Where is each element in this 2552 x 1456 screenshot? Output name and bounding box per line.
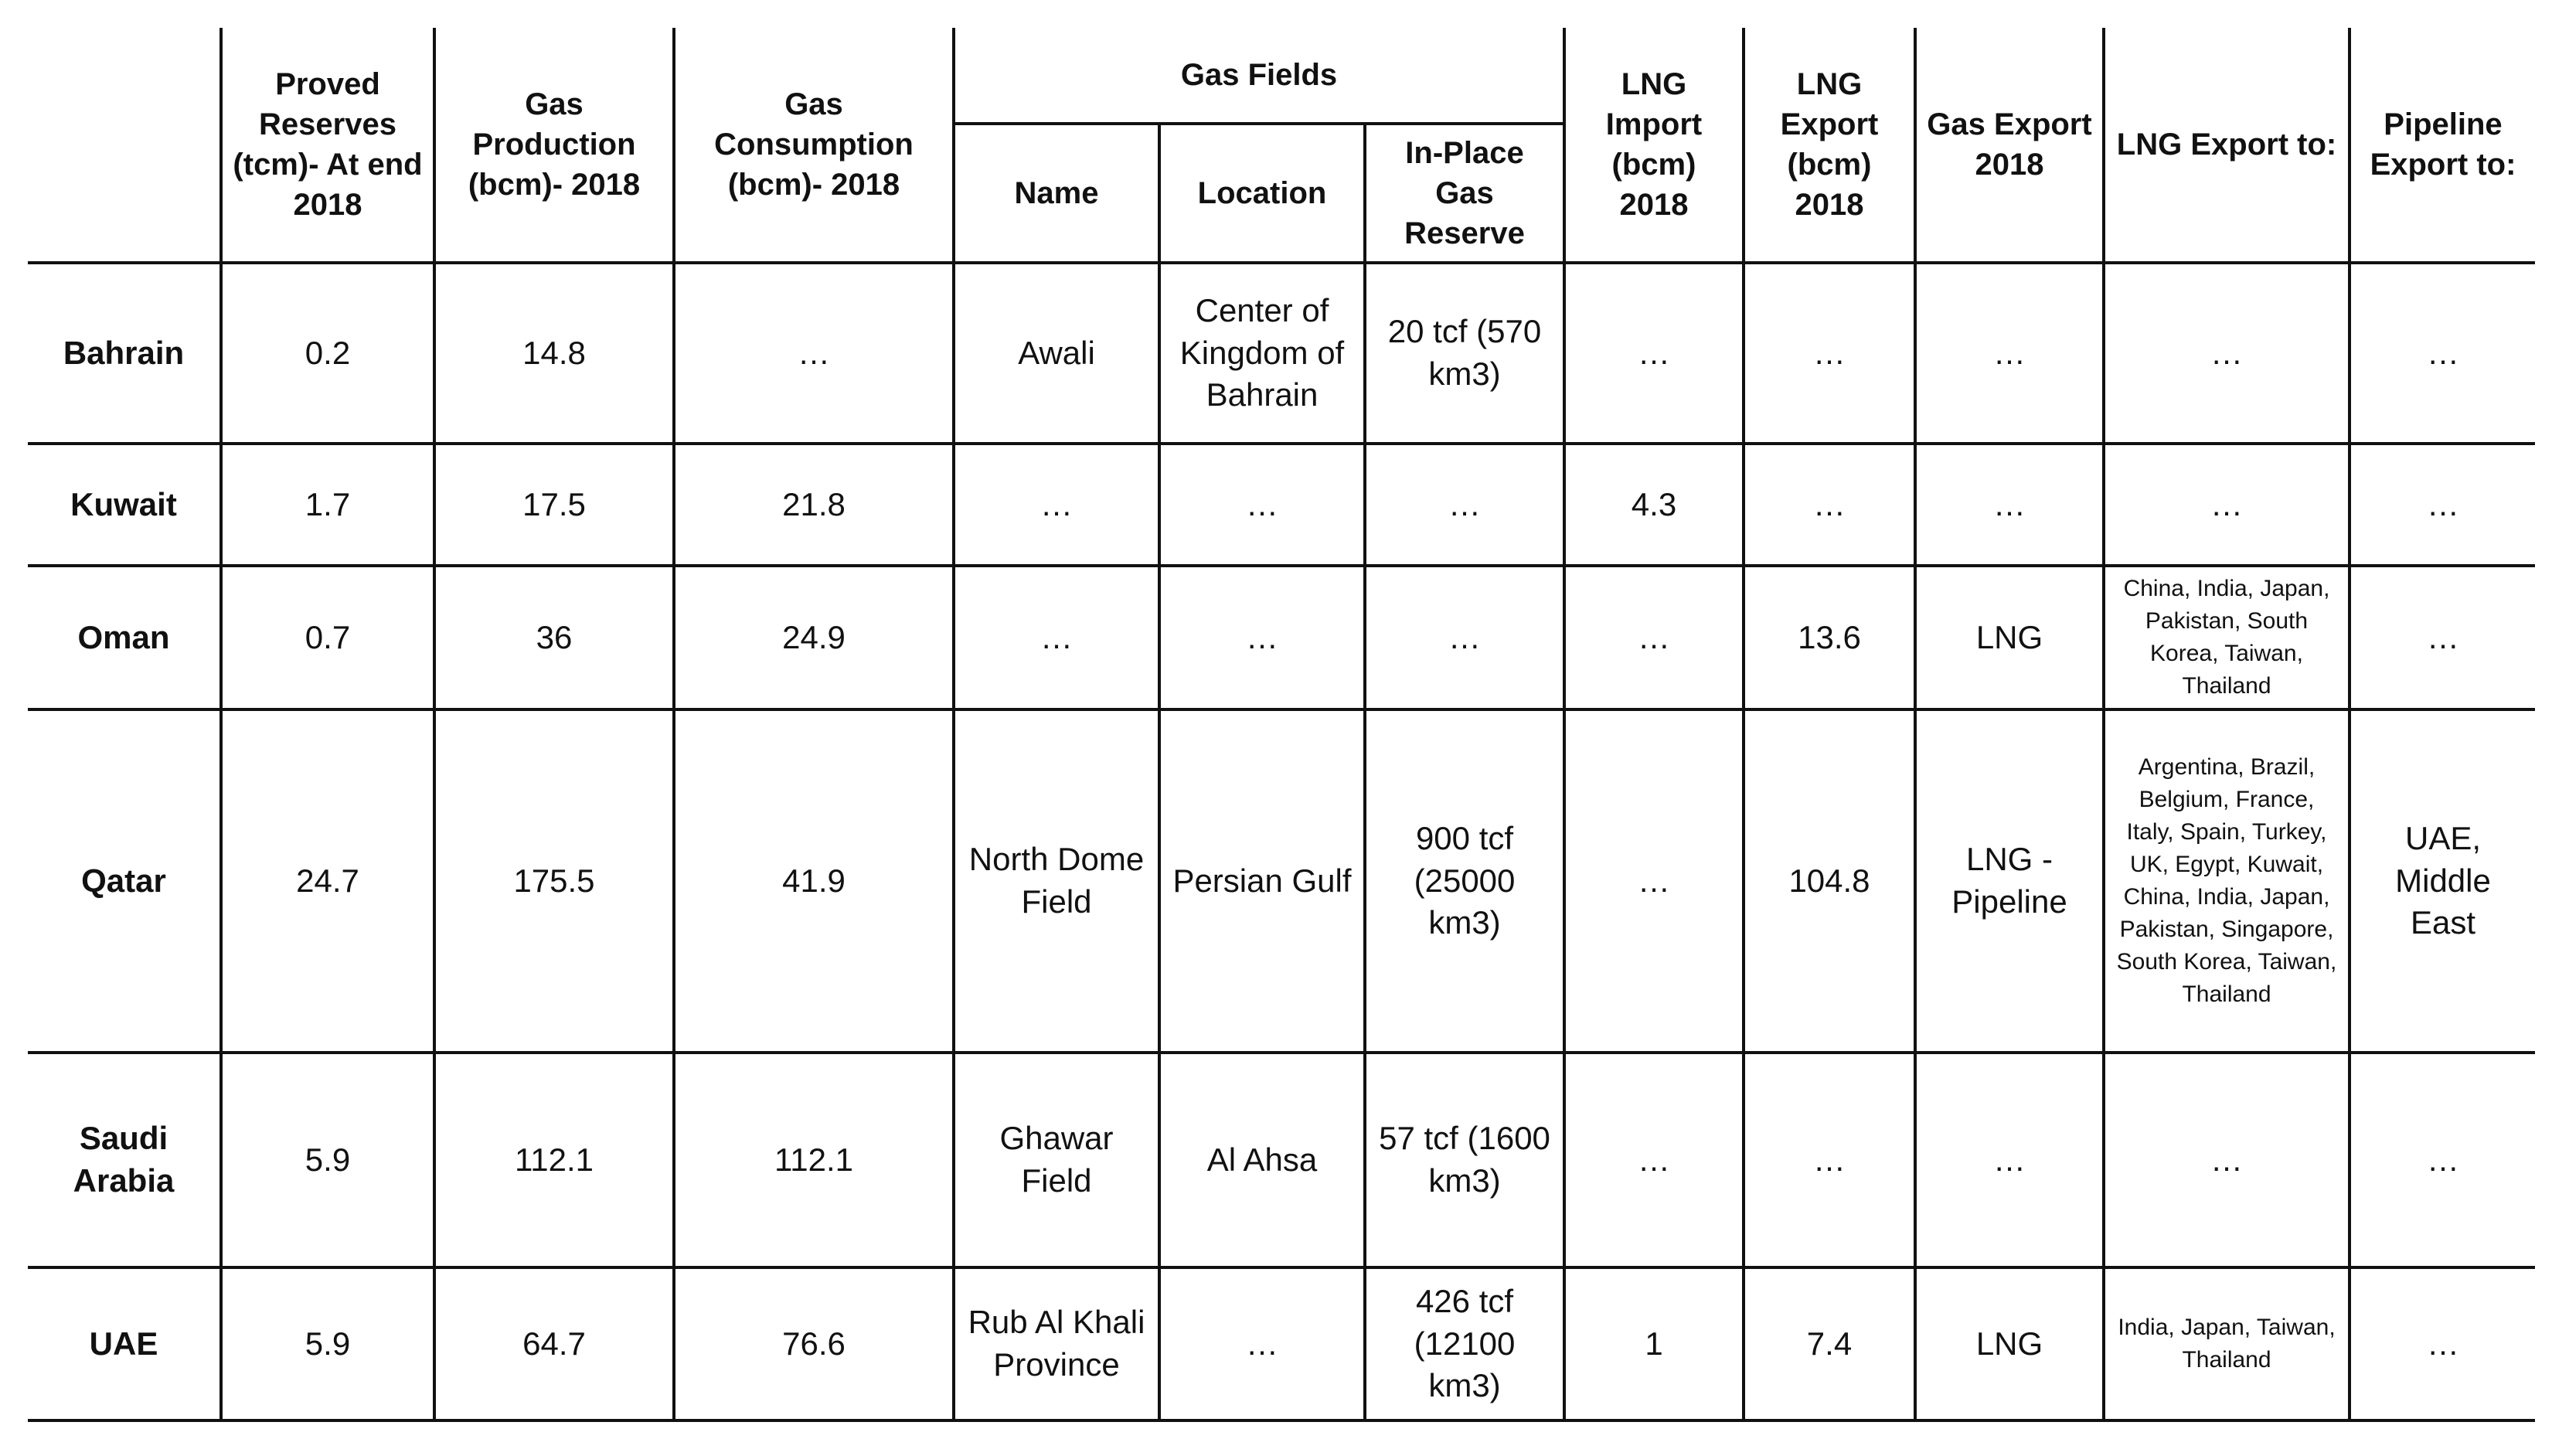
header-field-location: Location — [1159, 124, 1365, 263]
proved-reserves-cell: 0.7 — [221, 566, 434, 709]
field-reserve-cell: 900 tcf (25000 km3) — [1365, 709, 1564, 1053]
field-reserve-cell: … — [1365, 566, 1564, 709]
header-lng-export-to: LNG Export to: — [2104, 28, 2350, 263]
field-reserve-cell: 426 tcf (12100 km3) — [1365, 1267, 1564, 1420]
header-lng-export: LNG Export (bcm) 2018 — [1744, 28, 1915, 263]
lng-export-cell: … — [1744, 1053, 1915, 1267]
header-gas-export: Gas Export 2018 — [1915, 28, 2104, 263]
country-cell: Qatar — [28, 709, 221, 1053]
production-cell: 17.5 — [434, 444, 674, 566]
field-name-cell: Awali — [954, 263, 1159, 444]
table-row — [28, 709, 2535, 1053]
lng-export-to-cell: … — [2104, 444, 2350, 566]
gas-export-cell: LNG - Pipeline — [1915, 709, 2104, 1053]
field-name-cell: Ghawar Field — [954, 1053, 1159, 1267]
proved-reserves-cell: 5.9 — [221, 1267, 434, 1420]
header-pipeline-export-to: Pipeline Export to: — [2350, 28, 2535, 263]
consumption-cell: 76.6 — [674, 1267, 954, 1420]
header-gas-fields: Gas Fields — [954, 28, 1564, 124]
proved-reserves-cell: 24.7 — [221, 709, 434, 1053]
proved-reserves-cell: 1.7 — [221, 444, 434, 566]
consumption-cell: 21.8 — [674, 444, 954, 566]
production-cell: 175.5 — [434, 709, 674, 1053]
pipeline-export-to-cell: … — [2350, 263, 2535, 444]
lng-export-cell: … — [1744, 263, 1915, 444]
field-name-cell: North Dome Field — [954, 709, 1159, 1053]
pipeline-export-to-cell: … — [2350, 566, 2535, 709]
lng-export-to-cell: … — [2104, 1053, 2350, 1267]
field-location-cell: Al Ahsa — [1159, 1053, 1365, 1267]
field-location-cell: Persian Gulf — [1159, 709, 1365, 1053]
header-field-name: Name — [954, 124, 1159, 263]
production-cell: 36 — [434, 566, 674, 709]
consumption-cell: 41.9 — [674, 709, 954, 1053]
lng-import-cell: … — [1564, 1053, 1744, 1267]
lng-export-to-cell: China, India, Japan, Pakistan, South Korea, Taiwan, Thailand — [2104, 566, 2350, 709]
field-reserve-cell: 57 tcf (1600 km3) — [1365, 1053, 1564, 1267]
lng-export-cell: … — [1744, 444, 1915, 566]
lng-export-to-cell: India, Japan, Taiwan, Thailand — [2104, 1267, 2350, 1420]
pipeline-export-to-cell: UAE, Middle East — [2350, 709, 2535, 1053]
gas-export-cell: LNG — [1915, 566, 2104, 709]
field-location-cell: … — [1159, 444, 1365, 566]
header-gas-production: Gas Production (bcm)- 2018 — [434, 28, 674, 263]
production-cell: 14.8 — [434, 263, 674, 444]
gas-export-cell: … — [1915, 1053, 2104, 1267]
table-row — [28, 1267, 2535, 1420]
proved-reserves-cell: 5.9 — [221, 1053, 434, 1267]
table-row — [28, 444, 2535, 566]
production-cell: 64.7 — [434, 1267, 674, 1420]
table-row — [28, 566, 2535, 709]
lng-export-cell: 7.4 — [1744, 1267, 1915, 1420]
pipeline-export-to-cell: … — [2350, 1267, 2535, 1420]
country-cell: Oman — [28, 566, 221, 709]
field-name-cell: … — [954, 566, 1159, 709]
field-location-cell: … — [1159, 566, 1365, 709]
lng-import-cell: 4.3 — [1564, 444, 1744, 566]
header-field-reserve: In-Place Gas Reserve — [1365, 124, 1564, 263]
country-cell: UAE — [28, 1267, 221, 1420]
production-cell: 112.1 — [434, 1053, 674, 1267]
country-cell: Saudi Arabia — [28, 1053, 221, 1267]
lng-export-to-cell: Argentina, Brazil, Belgium, France, Italy, Spain, Turkey, UK, Egypt, Kuwait, China, India, Japan, Pakistan, Singapore, South Korea, Taiwan, Thailand — [2104, 709, 2350, 1053]
consumption-cell: 24.9 — [674, 566, 954, 709]
lng-import-cell: 1 — [1564, 1267, 1744, 1420]
proved-reserves-cell: 0.2 — [221, 263, 434, 444]
lng-import-cell: … — [1564, 263, 1744, 444]
field-name-cell: … — [954, 444, 1159, 566]
gas-export-cell: LNG — [1915, 1267, 2104, 1420]
header-lng-import: LNG Import (bcm) 2018 — [1564, 28, 1744, 263]
field-name-cell: Rub Al Khali Province — [954, 1267, 1159, 1420]
header-gas-consumption: Gas Consumption (bcm)- 2018 — [674, 28, 954, 263]
lng-export-cell: 13.6 — [1744, 566, 1915, 709]
table-row — [28, 263, 2535, 444]
field-reserve-cell: … — [1365, 444, 1564, 566]
field-reserve-cell: 20 tcf (570 km3) — [1365, 263, 1564, 444]
consumption-cell: 112.1 — [674, 1053, 954, 1267]
header-proved-reserves: Proved Reserves (tcm)- At end 2018 — [221, 28, 434, 263]
corner-header-cell — [28, 28, 221, 263]
field-location-cell: Center of Kingdom of Bahrain — [1159, 263, 1365, 444]
table-row — [28, 1053, 2535, 1267]
lng-export-to-cell: … — [2104, 263, 2350, 444]
gas-export-cell: … — [1915, 444, 2104, 566]
lng-import-cell: … — [1564, 709, 1744, 1053]
pipeline-export-to-cell: … — [2350, 1053, 2535, 1267]
country-cell: Kuwait — [28, 444, 221, 566]
lng-export-cell: 104.8 — [1744, 709, 1915, 1053]
pipeline-export-to-cell: … — [2350, 444, 2535, 566]
gas-export-cell: … — [1915, 263, 2104, 444]
field-location-cell: … — [1159, 1267, 1365, 1420]
lng-import-cell: … — [1564, 566, 1744, 709]
consumption-cell: … — [674, 263, 954, 444]
gas-data-table — [28, 28, 2535, 1422]
country-cell: Bahrain — [28, 263, 221, 444]
